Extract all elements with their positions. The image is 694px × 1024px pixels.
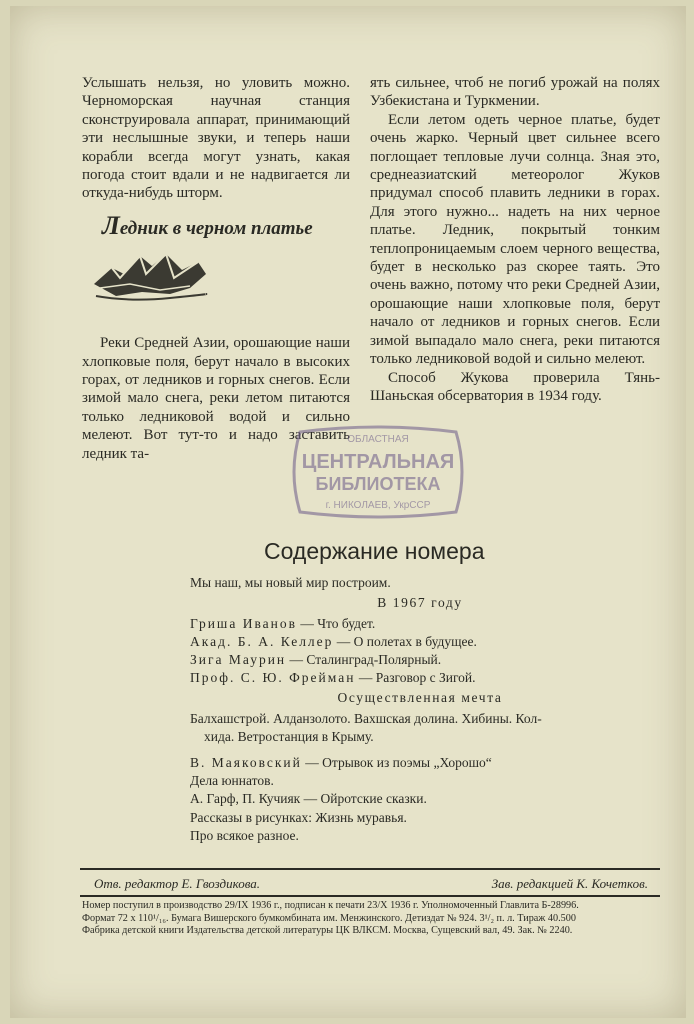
contents-item: хида. Ветростанция в Крыму. <box>204 728 374 744</box>
contents-item <box>190 651 650 669</box>
editor-left: Отв. редактор Е. Гвоздикова. <box>94 876 260 891</box>
stamp-line: ОБЛАСТНАЯ <box>347 434 409 445</box>
contents-item <box>190 790 650 808</box>
contents-section: Осуществленная мечта <box>337 690 503 706</box>
contents-item: Рассказы в рисунках: Жизнь муравья. <box>190 809 407 825</box>
heading-initial: Л <box>102 210 120 240</box>
paragraph: Реки Средней Азии, орошающие наши хлопковые поля, берут начало в высоких горах, от ледников и горных снегов. Если зимой мало снега, реки летом питаются только ледниковой водой и сильно мелеют. Вот тут-то и надо заставить ледник та- <box>82 335 350 462</box>
editor-right: Зав. редакцией К. Кочетков. <box>491 876 648 891</box>
contents-item <box>190 754 650 772</box>
editors-line <box>94 876 648 892</box>
section-heading <box>102 210 350 240</box>
contents-item: Балхашстрой. Алданзолото. Вахшская долина. Хибины. Кол- <box>190 710 542 726</box>
stamp-line: БИБЛИОТЕКА <box>315 474 441 494</box>
contents-item: Дела юннатов. <box>190 773 274 789</box>
table-of-contents <box>190 538 650 845</box>
title: — Отрывок из поэмы „Хорошо“ <box>301 755 492 771</box>
spacer <box>190 746 650 754</box>
author: А. Гарф, П. Кучияк <box>190 791 301 807</box>
paragraph: ять сильнее, чтоб не погиб урожай на полях Узбекистана и Туркмении. <box>370 75 660 110</box>
title: — Ойротские сказки. <box>300 791 427 807</box>
stamp-line: ЦЕНТРАЛЬНАЯ <box>301 451 455 473</box>
contents-item <box>190 615 650 633</box>
author: Проф. С. Ю. Фрейман <box>190 670 356 686</box>
title: — Что будет. <box>296 615 376 631</box>
contents-item <box>190 669 650 687</box>
left-column <box>82 74 350 463</box>
imprint <box>82 900 658 938</box>
footer-divider <box>80 868 660 870</box>
right-column <box>370 74 660 405</box>
imprint-line: Номер поступил в производство 29/IX 1936 г., подписан к печати 23/X 1936 г. Уполномоченный Главлита Б-28996. <box>82 900 579 911</box>
title: — Разговор с Зигой. <box>355 670 476 686</box>
contents-title: Содержание номера <box>264 538 485 564</box>
imprint-line: Формат 72 x 110¹/₁₆. Бумага Вишерского бумкомбината им. Менжинского. Детиздат № 924. 3¹/₂ п. л. Тираж 40.500 <box>82 912 576 924</box>
author: Акад. Б. А. Келлер <box>190 633 334 649</box>
stamp-line: г. НИКОЛАЕВ, УкрССР <box>325 500 431 511</box>
imprint-line: Фабрика детской книги Издательства детской литературы ЦК ВЛКСМ. Москва, Сущевский вал, 49. Зак. № 2240. <box>82 925 573 936</box>
author: В. Маяковский <box>190 755 302 771</box>
paragraph: Способ Жукова проверила Тянь-Шаньская обсерватория в 1934 году. <box>370 369 660 404</box>
contents-item: Про всякое разное. <box>190 827 299 843</box>
contents-item: Мы наш, мы новый мир построим. <box>190 575 391 591</box>
paragraph: Услышать нельзя, но уловить можно. Черноморская научная станция сконструировала аппарат, принимающий эти неслышные звуки, и теперь наши корабли всегда могут узнать, какая погода стоит вдали и не надвигается ли откуда-нибудь шторм. <box>82 75 350 202</box>
author: Гриша Иванов <box>190 615 297 631</box>
footer-divider <box>80 895 660 897</box>
contents-item <box>190 633 650 651</box>
glacier-illustration <box>90 244 210 304</box>
magazine-page <box>10 6 686 1018</box>
paragraph: Если летом одеть черное платье, будет очень жарко. Черный цвет сильнее всего поглощает тепловые лучи солнца. Зная это, среднеазиатский метеоролог Жуков придумал способ плавить ледники в горах. Для этого нужно... надеть на них черное платье. Ледник, покрытый тонким теплопроницаемым слоем черного вещества, будет в несколько раз скорее таять. Это очень важно, потому что реки Средней Азии, орошающие наши хлопковые поля, берут начало от ледников и горных снегов. Если зимой выпадало мало снега, реки питаются только ледниковой водой и сильно мелеют. <box>370 111 660 368</box>
author: Зига Маурин <box>190 652 287 668</box>
heading-text: едник в черном платье <box>119 217 313 239</box>
title: — Сталинград-Полярный. <box>286 652 442 668</box>
library-stamp <box>286 424 470 520</box>
contents-section: В 1967 году <box>377 595 463 611</box>
title: — О полетах в будущее. <box>333 633 477 649</box>
